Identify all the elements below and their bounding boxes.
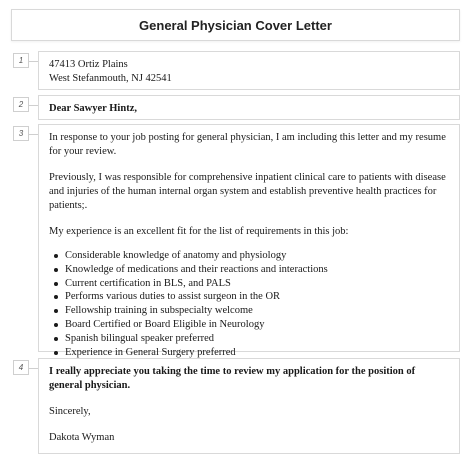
closing-block — [38, 358, 460, 454]
list-item: Performs various duties to assist surgeon in the OR — [49, 290, 449, 304]
list-item: Knowledge of medications and their reactions and interactions — [49, 263, 449, 277]
list-item: Fellowship training in subspecialty welcome — [49, 304, 449, 318]
address-line-2: West Stefanmouth, NJ 42541 — [49, 73, 172, 84]
section-number-2: 2 — [13, 97, 29, 112]
list-intro: My experience is an excellent fit for the list of requirements in this job: — [49, 226, 349, 237]
intro-paragraph: In response to your job posting for general physician, I am including this letter and my resume for your review. — [49, 132, 446, 157]
list-item: Spanish bilingual speaker preferred — [49, 332, 449, 346]
experience-paragraph: Previously, I was responsible for comprehensive inpatient clinical care to patients with disease and injuries of the human internal organ system and establish preventive health practices for patients;. — [49, 172, 446, 211]
letter-body-block — [38, 124, 460, 358]
closing-paragraph: I really appreciate you taking the time to review my application for the position of general physician. — [49, 366, 416, 391]
list-item: Considerable knowledge of anatomy and physiology — [49, 249, 449, 263]
signoff: Sincerely, — [49, 406, 91, 417]
address-block — [38, 51, 460, 90]
section-number-1: 1 — [13, 53, 29, 68]
list-item: Current certification in BLS, and PALS — [49, 277, 449, 291]
salutation: Dear Sawyer Hintz, — [49, 103, 137, 114]
address-line-1: 47413 Ortiz Plains — [49, 59, 128, 70]
section-number-4: 4 — [13, 360, 29, 375]
document-title: General Physician Cover Letter — [139, 17, 332, 33]
document-title-bar — [11, 9, 460, 41]
list-item: Board Certified or Board Eligible in Neurology — [49, 318, 449, 332]
list-item: Experience in General Surgery preferred — [49, 346, 449, 360]
signer-name: Dakota Wyman — [49, 432, 115, 443]
section-number-3: 3 — [13, 126, 29, 141]
salutation-block — [38, 95, 460, 120]
requirements-list — [49, 249, 449, 359]
